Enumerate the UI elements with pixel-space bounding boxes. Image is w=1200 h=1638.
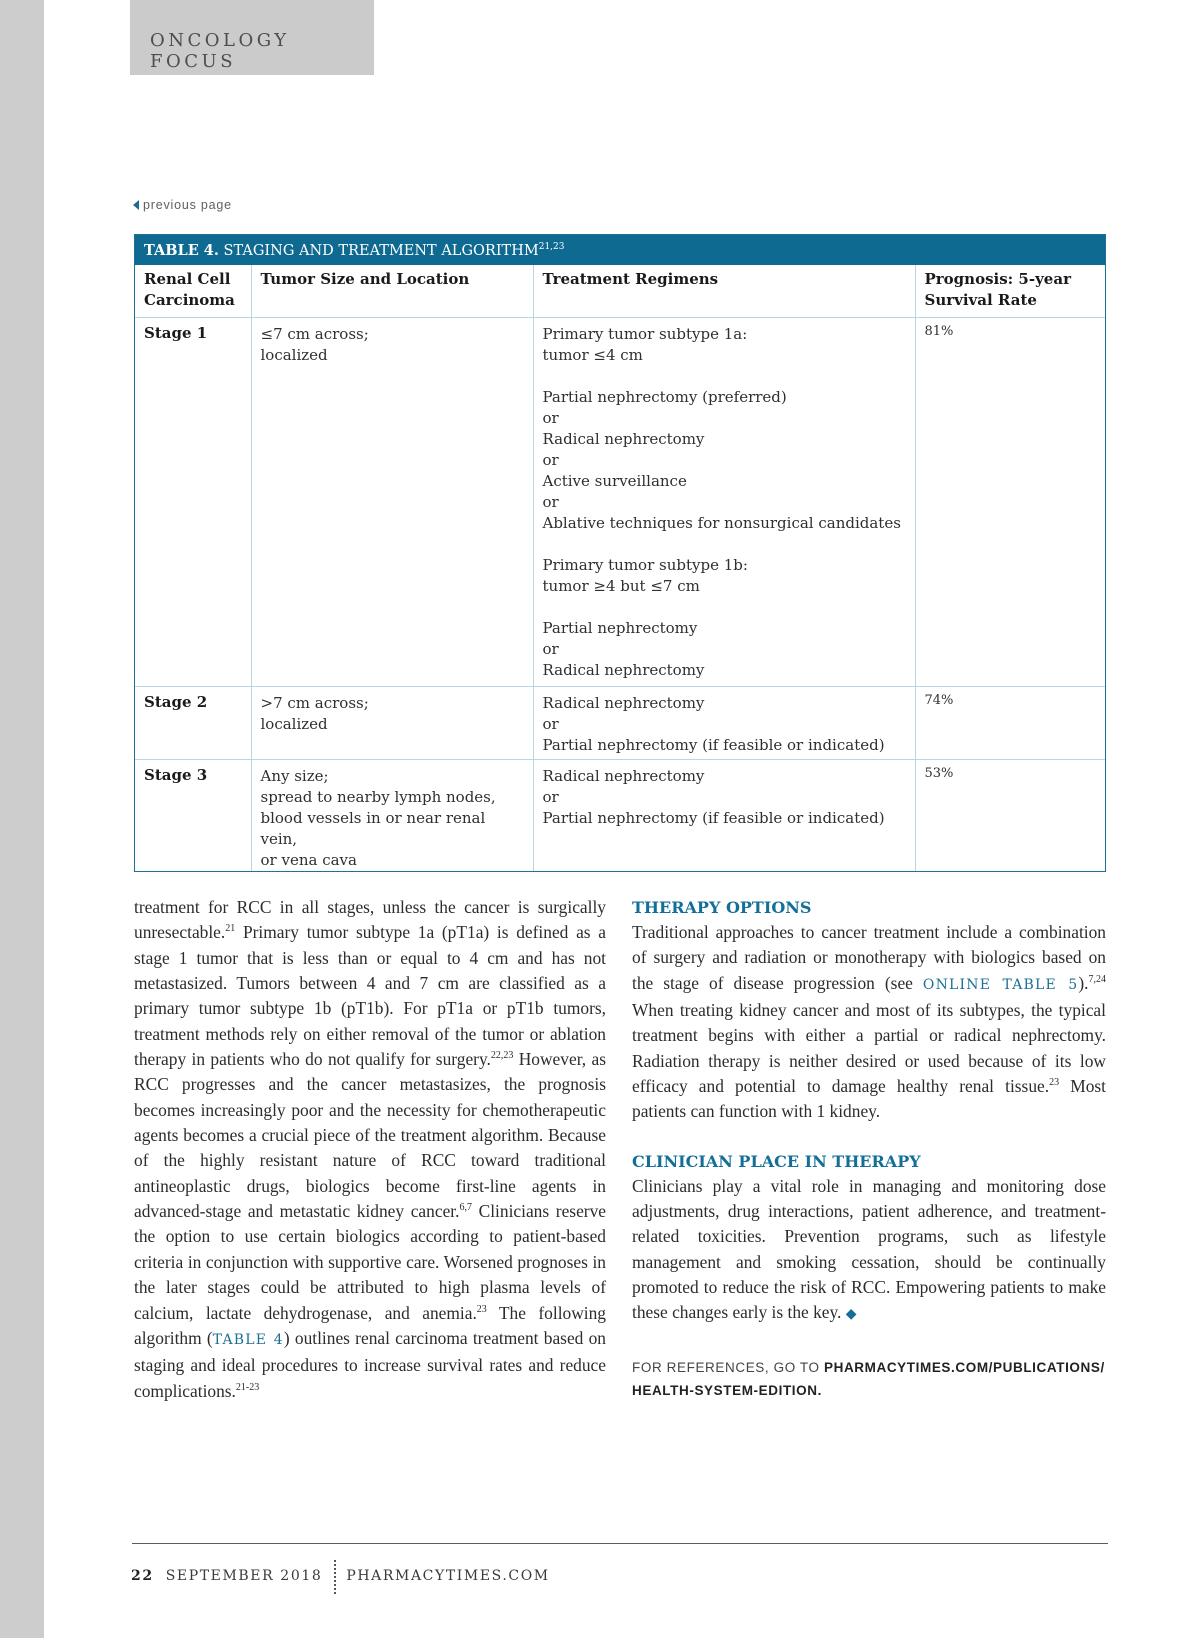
cell-line: ≤7 cm across;	[260, 324, 369, 343]
text-run: Clinicians reserve the option to use certain biologics according to patient-based criteria in conjunction with supportive care. Worsened prognoses in the later stages could be attributed to high plasma levels of calcium, lactate dehydrogenase, and anemia.	[134, 1201, 606, 1323]
treatment-cell	[533, 686, 915, 759]
column-header: Renal Cell Carcinoma	[135, 265, 251, 317]
cell-line: tumor ≤4 cm	[542, 345, 643, 364]
text-run: Clinicians play a vital role in managing and monitoring dose adjustments, drug interactions, patient adherence, and treatment-related toxicities. Prevention programs, such as lifestyle management and smoking cessation, should be continually promoted to reduce the risk of RCC. Empowering patients to make these changes early is the key.	[632, 1175, 1106, 1323]
cell-line	[543, 597, 907, 618]
section-title: ONCOLOGY FOCUS	[150, 30, 290, 72]
cell-line	[543, 366, 907, 387]
previous-page-link[interactable]	[133, 198, 232, 212]
table-label: TABLE 4.	[144, 242, 219, 259]
footer-rule	[132, 1543, 1108, 1544]
cell-line: Primary tumor subtype 1b:	[542, 555, 748, 574]
citation: 23	[476, 1303, 487, 1315]
body-column-left	[134, 895, 606, 1404]
citation: 6,7	[459, 1202, 472, 1214]
cell-line: Partial nephrectomy (if feasible or indicated)	[542, 735, 885, 754]
cell-line: or	[542, 492, 559, 511]
cell-line: Any size;	[260, 766, 329, 785]
stage-cell: Stage 1	[135, 317, 251, 686]
cell-line: blood vessels in or near renal vein,	[260, 808, 486, 848]
footer-divider	[334, 1560, 336, 1594]
cell-line: Active surveillance	[542, 471, 687, 490]
table-header-row	[135, 265, 1105, 317]
treatment-cell	[533, 759, 915, 871]
text-run: ).	[1078, 972, 1089, 993]
staging-table	[134, 234, 1106, 872]
column-header: Treatment Regimens	[533, 265, 915, 317]
cell-line: Primary tumor subtype 1a:	[542, 324, 748, 343]
cell-line: Radical nephrectomy	[542, 766, 705, 785]
diamond-end-icon: ◆	[845, 1307, 857, 1323]
text-run: Primary tumor subtype 1a (pT1a) is defined as a stage 1 tumor that is less than or equal to 4 cm and has not metastasized. Tumors between 4 and 7 cm are classified as a primary tumor subtype 1b (pT1b). For pT1a or pT1b tumors, treatment methods rely on either removal of the tumor or ablation therapy in patients who do not qualify for surgery.	[134, 922, 606, 1070]
cell-line: or	[542, 787, 559, 806]
table-title-refs: 21,23	[538, 242, 565, 252]
text-run: FOR REFERENCES, GO TO	[632, 1359, 824, 1375]
references-note	[632, 1356, 1106, 1402]
cell-line: or	[542, 408, 559, 427]
footer	[131, 1560, 550, 1594]
table-row	[135, 686, 1105, 759]
triangle-left-icon	[133, 200, 139, 210]
prognosis-cell: 74%	[915, 686, 1105, 759]
online-table-5-link[interactable]: ONLINE TABLE 5	[922, 976, 1079, 993]
page-number: 22	[131, 1568, 154, 1584]
body-column-right	[632, 895, 1106, 1402]
previous-page-label: previous page	[143, 198, 232, 212]
cell-line: Partial nephrectomy (if feasible or indicated)	[542, 808, 885, 827]
stage-cell: Stage 3	[135, 759, 251, 871]
table-row	[135, 759, 1105, 871]
references-link[interactable]: PHARMACYTIMES.COM/PUBLICATIONS/ HEALTH-SYSTEM-EDITION	[632, 1359, 1105, 1398]
table-row	[135, 317, 1105, 686]
table-4-link[interactable]: TABLE 4	[212, 1331, 284, 1348]
table-title-text: STAGING AND TREATMENT ALGORITHM	[223, 243, 539, 259]
text-run: ) outlines renal carcinoma treatment based on staging and ideal procedures to increase survival rates and reduce complications.	[134, 1327, 606, 1401]
cell-line: or	[542, 639, 559, 658]
cell-line: or	[542, 714, 559, 733]
body-paragraph	[632, 1174, 1106, 1328]
stage-cell: Stage 2	[135, 686, 251, 759]
cell-line: or vena cava	[260, 850, 357, 869]
text-run: .	[817, 1382, 822, 1398]
size-cell	[251, 317, 533, 686]
cell-line: >7 cm across;	[260, 693, 369, 712]
body-paragraph	[134, 895, 606, 1404]
text-run: The following algorithm (	[134, 1302, 607, 1348]
citation: 22,23	[490, 1050, 514, 1062]
citation: 21	[225, 923, 236, 935]
text-run: Traditional approaches to cancer treatment include a combination of surgery and radiation or monotherapy with biologics based on the stage of disease progression (see	[632, 922, 1106, 993]
cell-line: Ablative techniques for nonsurgical candidates	[542, 513, 901, 532]
text-run: treatment for RCC in all stages, unless the cancer is surgically unresectable.	[134, 897, 606, 943]
section-heading: THERAPY OPTIONS	[632, 898, 812, 917]
citation: 21-23	[235, 1381, 260, 1393]
column-header: Tumor Size and Location	[251, 265, 533, 317]
cell-line: localized	[260, 714, 328, 733]
section-heading: CLINICIAN PLACE IN THERAPY	[632, 1151, 921, 1171]
prognosis-cell: 53%	[915, 759, 1105, 871]
cell-line: spread to nearby lymph nodes,	[260, 787, 496, 806]
column-header: Prognosis: 5-year Survival Rate	[924, 270, 1071, 309]
page-edge-bar	[0, 0, 44, 1638]
size-cell	[251, 759, 533, 871]
text-run: When treating kidney cancer and most of its subtypes, the typical treatment begins with either a partial or radical nephrectomy. Radiation therapy is neither desired or used because of its low efficacy and potential to damage healthy renal tissue.	[632, 1000, 1106, 1097]
issue-date: SEPTEMBER 2018	[165, 1568, 323, 1584]
body-paragraph	[632, 920, 1106, 1125]
cell-line: Radical nephrectomy	[542, 660, 705, 679]
text-run: Most patients can function with 1 kidney.	[632, 1076, 1106, 1122]
table-title	[135, 235, 1105, 265]
treatment-cell	[533, 317, 915, 686]
text-run: However, as RCC progresses and the cancer metastasizes, the prognosis becomes increasingly poor and the necessity for chemotherapeutic agents becomes a crucial piece of the treatment algorithm. Because of the highly resistant nature of RCC toward traditional antineoplastic drugs, biologics become first-line agents in advanced-stage and metastatic kidney cancer.	[134, 1049, 606, 1222]
cell-line: Partial nephrectomy	[542, 618, 698, 637]
cell-line: or	[542, 450, 559, 469]
cell-line: Radical nephrectomy	[542, 429, 705, 448]
prognosis-cell: 81%	[915, 317, 1105, 686]
table-body	[135, 265, 1105, 871]
site-name: PHARMACYTIMES.COM	[346, 1568, 550, 1584]
citation: 23	[1049, 1077, 1060, 1089]
cell-line	[543, 534, 907, 555]
citation: 7,24	[1088, 973, 1106, 985]
cell-line: Radical nephrectomy	[542, 693, 705, 712]
cell-line: tumor ≥4 but ≤7 cm	[542, 576, 700, 595]
cell-line: localized	[260, 345, 328, 364]
cell-line: Partial nephrectomy (preferred)	[542, 387, 787, 406]
size-cell	[251, 686, 533, 759]
section-tab	[130, 0, 374, 75]
